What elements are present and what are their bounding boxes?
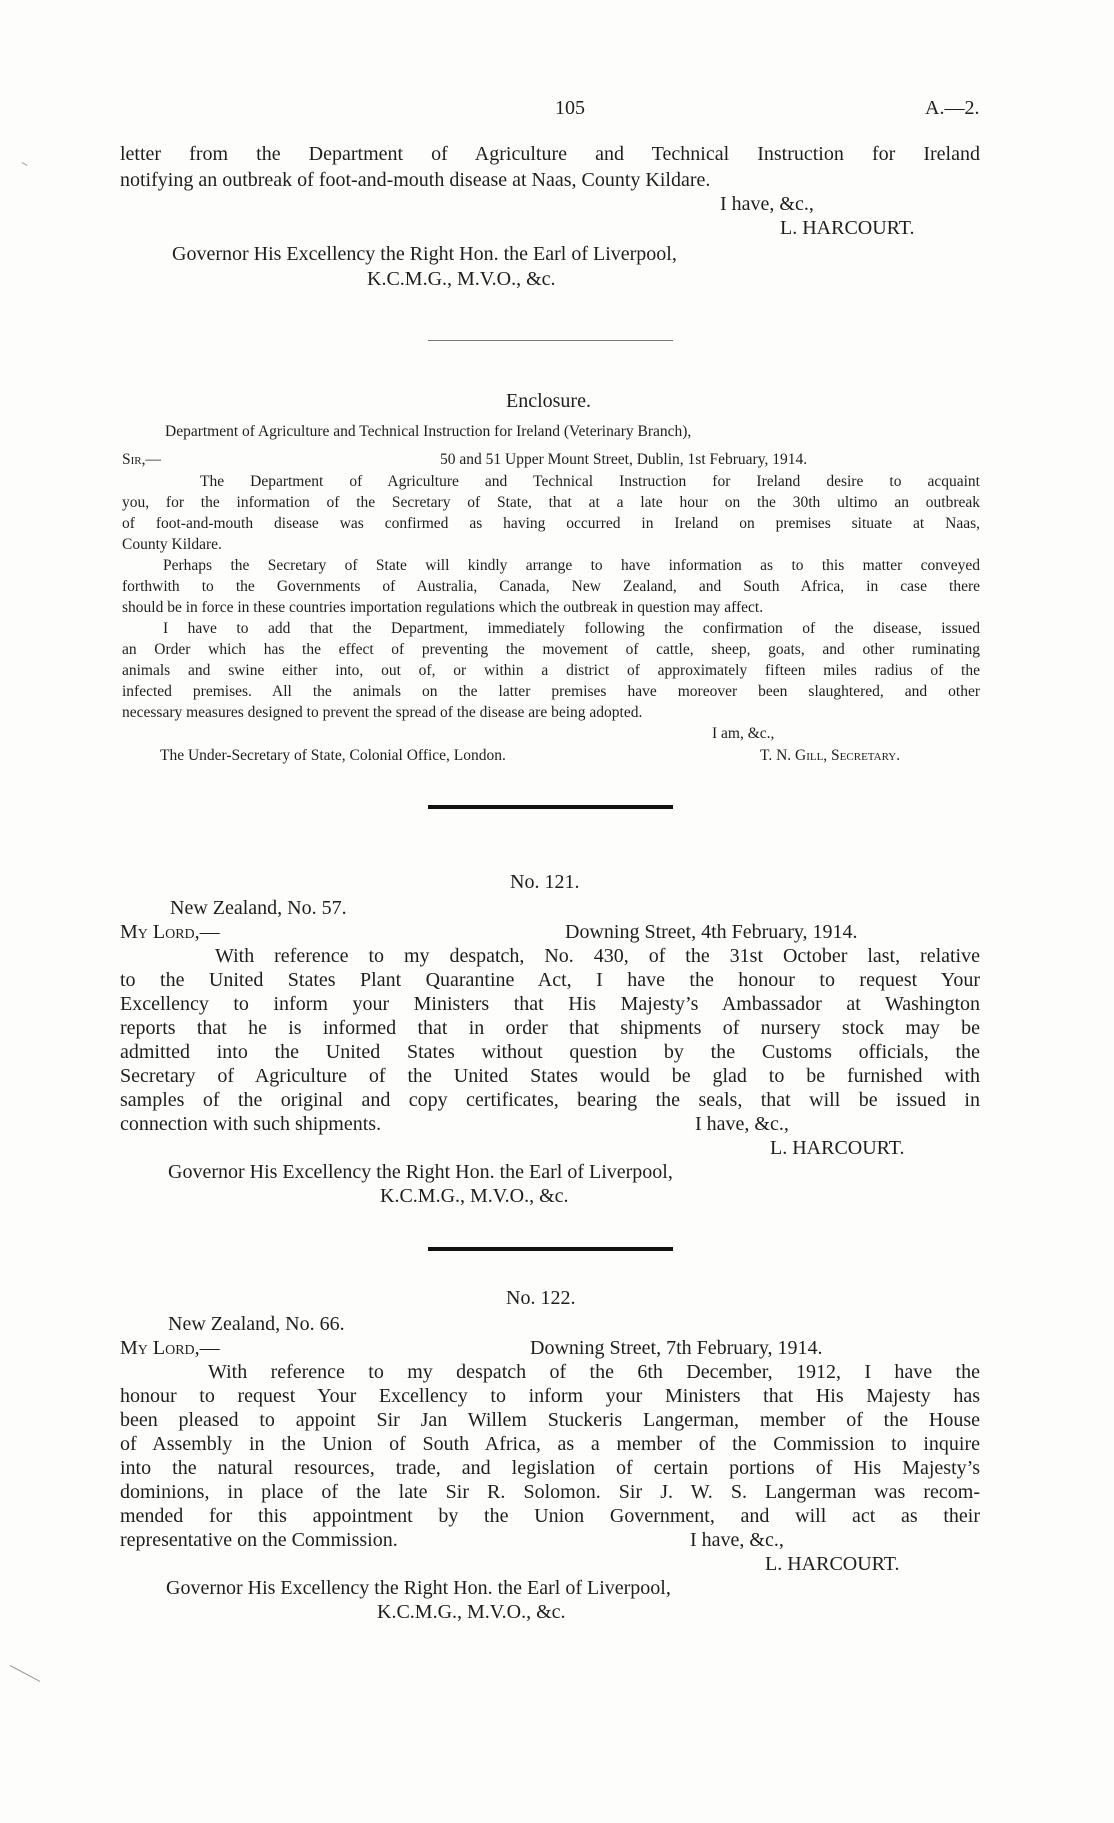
addressee-line: Governor His Excellency the Right Hon. the Earl of Liverpool, bbox=[172, 243, 677, 265]
enclosure-line: The Department of Agriculture and Technical Instruction for Ireland desire to acquaint bbox=[200, 473, 980, 490]
closing-formula: I have, &c., bbox=[690, 1529, 784, 1551]
dispatch-line: samples of the original and copy certificates, bearing the seals, that will be issued in bbox=[120, 1089, 980, 1111]
enclosure-line: of foot-and-mouth disease was confirmed as having occurred in Ireland on premises situate at Naas, bbox=[122, 515, 980, 532]
dispatch-place-date: Downing Street, 7th February, 1914. bbox=[530, 1337, 823, 1359]
dispatch-number: No. 121. bbox=[510, 871, 580, 893]
addressee-line: Governor His Excellency the Right Hon. the Earl of Liverpool, bbox=[166, 1577, 671, 1599]
dispatch-line: of Assembly in the Union of South Africa, as a member of the Commission to inquire bbox=[120, 1433, 980, 1455]
dispatch-line: With reference to my despatch, No. 430, of the 31st October last, relative bbox=[215, 945, 980, 967]
dispatch-reference: New Zealand, No. 57. bbox=[170, 897, 347, 919]
dispatch-line: connection with such shipments. bbox=[120, 1113, 382, 1135]
dispatch-line: With reference to my despatch of the 6th December, 1912, I have the bbox=[208, 1361, 980, 1383]
dispatch-salutation: My Lord,— bbox=[120, 1337, 220, 1359]
section-divider bbox=[428, 805, 673, 809]
scan-mark bbox=[10, 1665, 40, 1682]
enclosure-line: an Order which has the effect of preventing the movement of cattle, sheep, goats, and other ruminating bbox=[122, 641, 980, 658]
enclosure-signature: T. N. Gill, Secretary. bbox=[760, 747, 901, 764]
enclosure-line: Perhaps the Secretary of State will kindly arrange to have information as to this matter conveyed bbox=[163, 557, 980, 574]
addressee-honours: K.C.M.G., M.V.O., &c. bbox=[367, 268, 556, 290]
enclosure-line: County Kildare. bbox=[122, 536, 222, 553]
dispatch-line: mended for this appointment by the Union Government, and will act as their bbox=[120, 1505, 980, 1527]
enclosure-heading: Enclosure. bbox=[506, 390, 591, 412]
closing-formula: I have, &c., bbox=[695, 1113, 789, 1135]
dispatch-salutation: My Lord,— bbox=[120, 921, 220, 943]
dispatch-line: admitted into the United States without question by the Customs officials, the bbox=[120, 1041, 980, 1063]
enclosure-salutation: Sir,— bbox=[122, 451, 161, 468]
signature: L. HARCOURT. bbox=[765, 1553, 900, 1575]
signature: L. HARCOURT. bbox=[770, 1137, 905, 1159]
enclosure-line: I have to add that the Department, immediately following the confirmation of the disease, issued bbox=[163, 620, 980, 637]
dispatch-line: representative on the Commission. bbox=[120, 1529, 398, 1551]
signature: L. HARCOURT. bbox=[780, 217, 915, 239]
section-divider bbox=[428, 1247, 673, 1251]
enclosure-address-date: 50 and 51 Upper Mount Street, Dublin, 1st February, 1914. bbox=[440, 451, 808, 468]
closing-formula: I have, &c., bbox=[720, 193, 814, 215]
enclosure-line: infected premises. All the animals on the latter premises have moreover been slaughtered, and other bbox=[122, 683, 980, 700]
enclosure-addressee: The Under-Secretary of State, Colonial Office, London. bbox=[160, 747, 506, 764]
body-line: notifying an outbreak of foot-and-mouth disease at Naas, County Kildare. bbox=[120, 169, 711, 191]
section-divider bbox=[428, 340, 673, 341]
dispatch-line: Excellency to inform your Ministers that His Majesty’s Ambassador at Washington bbox=[120, 993, 980, 1015]
enclosure-department: Department of Agriculture and Technical Instruction for Ireland (Veterinary Branch), bbox=[165, 423, 692, 440]
addressee-honours: K.C.M.G., M.V.O., &c. bbox=[377, 1601, 566, 1623]
dispatch-line: been pleased to appoint Sir Jan Willem Stuckeris Langerman, member of the House bbox=[120, 1409, 980, 1431]
dispatch-line: to the United States Plant Quarantine Act, I have the honour to request Your bbox=[120, 969, 980, 991]
enclosure-line: should be in force in these countries importation regulations which the outbreak in question may affect. bbox=[122, 599, 764, 616]
dispatch-place-date: Downing Street, 4th February, 1914. bbox=[565, 921, 858, 943]
dispatch-number: No. 122. bbox=[506, 1287, 576, 1309]
dispatch-line: honour to request Your Excellency to inform your Ministers that His Majesty has bbox=[120, 1385, 980, 1407]
dispatch-line: Secretary of Agriculture of the United States would be glad to be furnished with bbox=[120, 1065, 980, 1087]
enclosure-line: forthwith to the Governments of Australia, Canada, New Zealand, and South Africa, in case there bbox=[122, 578, 980, 595]
scan-mark bbox=[22, 162, 28, 166]
page-number: 105 bbox=[555, 97, 585, 119]
enclosure-closing: I am, &c., bbox=[712, 725, 775, 742]
addressee-line: Governor His Excellency the Right Hon. the Earl of Liverpool, bbox=[168, 1161, 673, 1183]
enclosure-line: animals and swine either into, out of, or within a district of approximately fifteen miles radius of the bbox=[122, 662, 980, 679]
enclosure-line: necessary measures designed to prevent the spread of the disease are being adopted. bbox=[122, 704, 643, 721]
dispatch-line: reports that he is informed that in order that shipments of nursery stock may be bbox=[120, 1017, 980, 1039]
dispatch-reference: New Zealand, No. 66. bbox=[168, 1313, 345, 1335]
dispatch-line: dominions, in place of the late Sir R. Solomon. Sir J. W. S. Langerman was recom- bbox=[120, 1481, 980, 1503]
series-reference: A.—2. bbox=[925, 97, 980, 119]
body-line: letter from the Department of Agriculture and Technical Instruction for Ireland bbox=[120, 143, 980, 165]
addressee-honours: K.C.M.G., M.V.O., &c. bbox=[380, 1185, 569, 1207]
enclosure-line: you, for the information of the Secretary of State, that at a late hour on the 30th ultimo an outbreak bbox=[122, 494, 980, 511]
dispatch-line: into the natural resources, trade, and legislation of certain portions of His Majesty’s bbox=[120, 1457, 980, 1479]
